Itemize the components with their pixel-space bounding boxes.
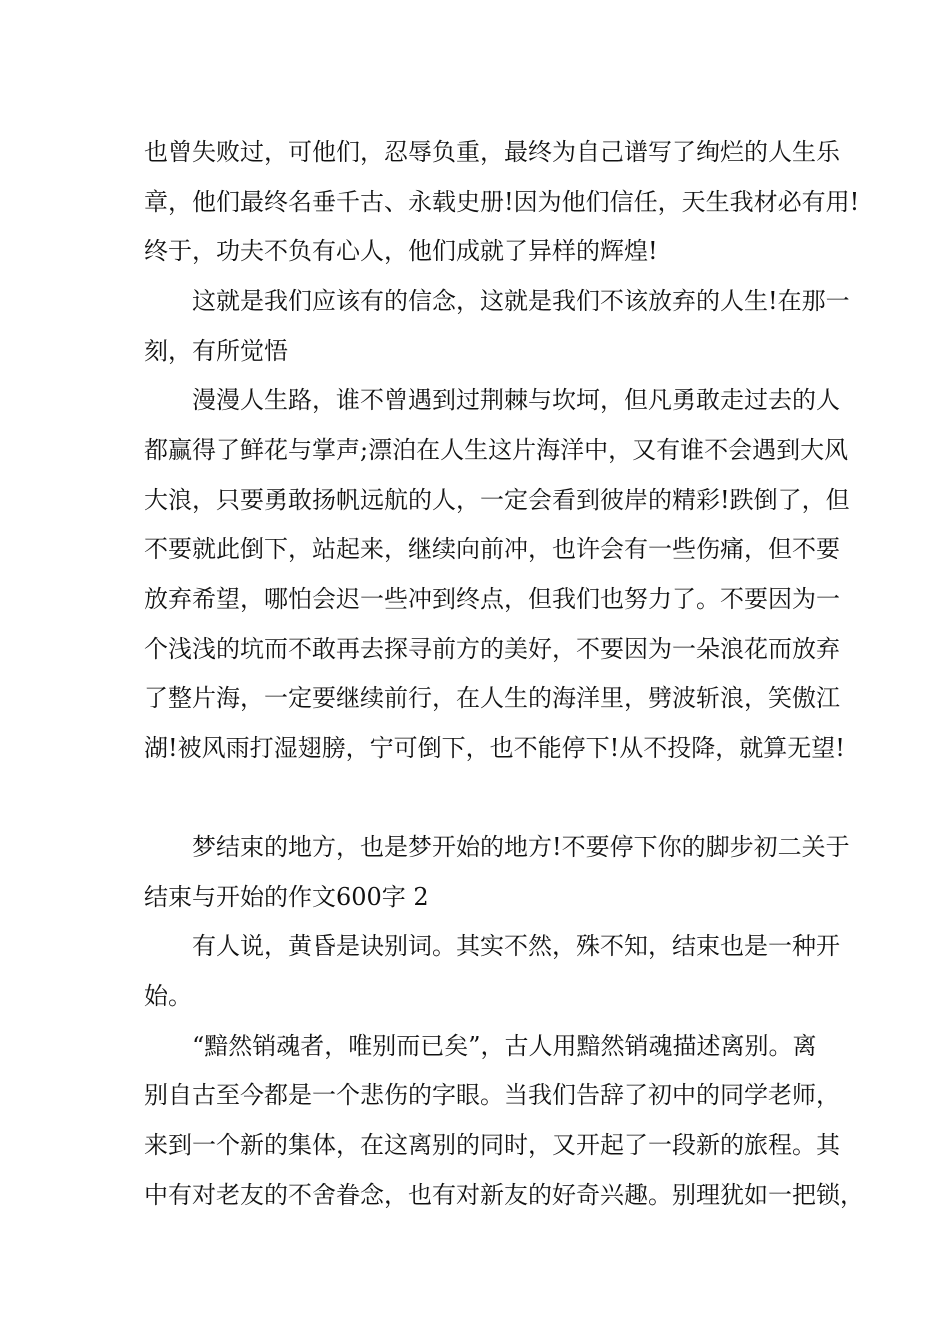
text-line: 不要就此倒下，站起来，继续向前冲，也许会有一些伤痛，但不要 bbox=[144, 535, 840, 563]
text-line: 个浅浅的坑而不敢再去探寻前方的美好，不要因为一朵浪花而放弃 bbox=[144, 635, 840, 663]
text-line: 有人说，黄昏是诀别词。其实不然，殊不知，结束也是一种开 bbox=[192, 932, 840, 960]
text-line: 梦结束的地方，也是梦开始的地方!不要停下你的脚步初二关于 bbox=[192, 833, 850, 861]
text-line: 别自古至今都是一个悲伤的字眼。当我们告辞了初中的同学老师， bbox=[144, 1081, 840, 1109]
text-line: 湖!被风雨打湿翅膀，宁可倒下，也不能停下!从不投降，就算无望! bbox=[144, 734, 845, 762]
text-line: 也曾失败过，可他们，忍辱负重，最终为自己谱写了绚烂的人生乐 bbox=[144, 138, 840, 166]
text-line: 结束与开始的作文600字 2 bbox=[144, 883, 429, 911]
text-line: 终于，功夫不负有心人，他们成就了异样的辉煌! bbox=[144, 237, 658, 265]
text-line: 放弃希望，哪怕会迟一些冲到终点，但我们也努力了。不要因为一 bbox=[144, 585, 840, 613]
text-line: 来到一个新的集体，在这离别的同时，又开起了一段新的旅程。其 bbox=[144, 1131, 840, 1159]
text-line: 中有对老友的不舍眷念，也有对新友的好奇兴趣。别理犹如一把锁， bbox=[144, 1181, 864, 1209]
text-line: 始。 bbox=[144, 982, 192, 1010]
text-line: 了整片海，一定要继续前行，在人生的海洋里，劈波斩浪，笑傲江 bbox=[144, 684, 840, 712]
text-line: 这就是我们应该有的信念，这就是我们不该放弃的人生!在那一 bbox=[192, 287, 850, 315]
text-line: 大浪，只要勇敢扬帆远航的人，一定会看到彼岸的精彩!跌倒了，但 bbox=[144, 486, 850, 514]
text-line: 都赢得了鲜花与掌声;漂泊在人生这片海洋中，又有谁不会遇到大风 bbox=[144, 436, 849, 464]
text-line: “黯然销魂者，唯别而已矣”，古人用黯然销魂描述离别。离 bbox=[192, 1032, 817, 1060]
text-line: 刻，有所觉悟 bbox=[144, 337, 288, 365]
text-line: 漫漫人生路，谁不曾遇到过荆棘与坎坷，但凡勇敢走过去的人 bbox=[192, 386, 840, 414]
text-line: 章，他们最终名垂千古、永载史册!因为他们信任，天生我材必有用! bbox=[144, 188, 860, 216]
